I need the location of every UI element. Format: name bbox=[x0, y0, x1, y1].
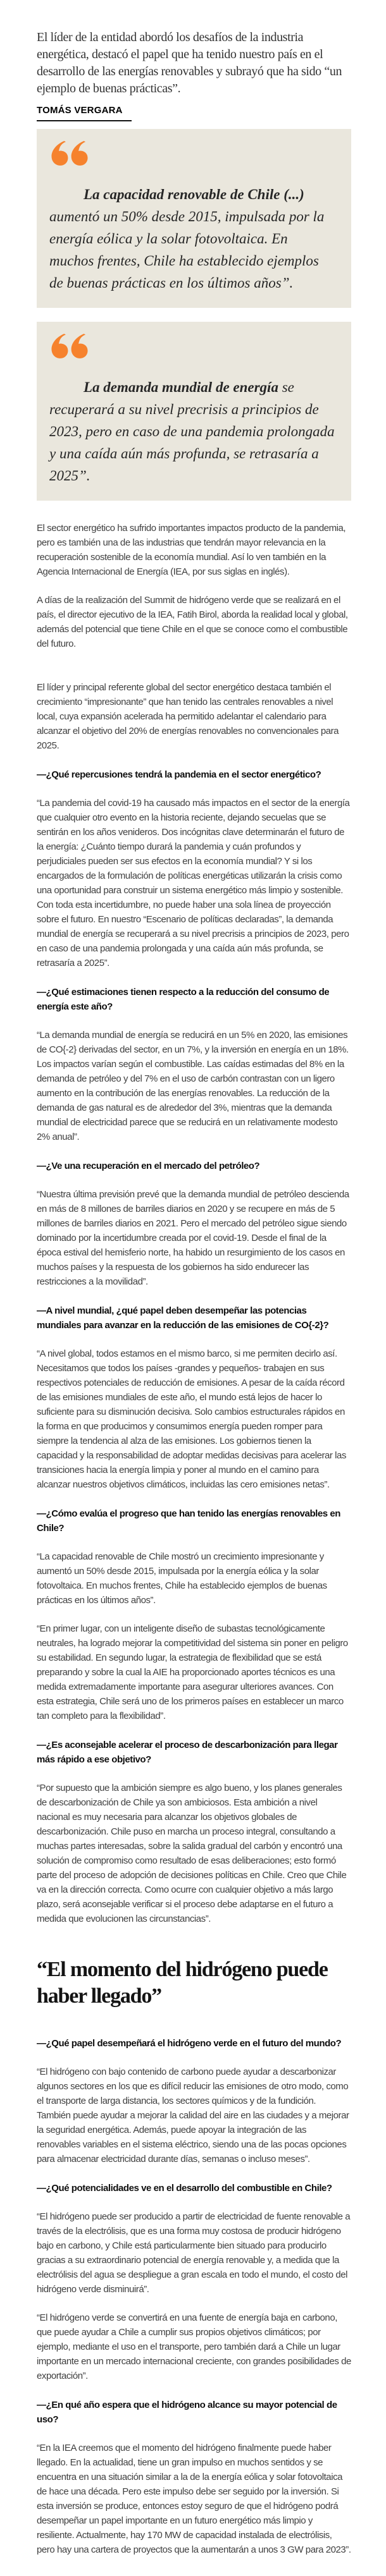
article-paragraph: A días de la realización del Summit de hidrógeno verde que se realizará en el país, el director ejecutivo de la IEA, Fatih Birol, aborda la realidad local y global, además del potencial que tiene Chile en el que se conoce como el combustible del futuro. bbox=[37, 595, 348, 649]
article-paragraph: “En primer lugar, con un inteligente diseño de subastas tecnológicamente neutrales, ha logrado mejorar la competitividad del sistema sin poner en peligro su estabilidad. En segundo lugar, la estrategia de flexibilidad que se está preparando y sobre la cual la AIE ha proporcionado aportes técnicos es una medida extremadamente importante para asegurar ulteriores avances. Con esta estrategia, Chile será uno de los primeros países en establecer un marco tan completo para la flexibilidad”. bbox=[37, 1623, 348, 1721]
pullquote-2 bbox=[37, 322, 351, 501]
quote-icon bbox=[49, 332, 90, 360]
pullquote-rest: se recuperará a su nivel precrisis a principios de 2023, pero en caso de una pandemia prolongada y una caída aún más profunda, se retrasaría a 2025”. bbox=[49, 379, 335, 484]
interview-question: —¿Cómo evalúa el progreso que han tenido las energías renovables en Chile? bbox=[37, 1508, 340, 1534]
article-paragraph: “La capacidad renovable de Chile mostró un crecimiento impresionante y aumentó un 50% desde 2015, impulsada por la energía eólica y la solar fotovoltaica. En muchos frentes, Chile ha establecido ejemplos de buenas prácticas en los últimos años”. bbox=[37, 1551, 327, 1606]
author-byline[interactable]: TOMÁS VERGARA bbox=[37, 105, 132, 121]
pullquote-lead: La demanda mundial de energía bbox=[84, 379, 278, 395]
interview-question: —A nivel mundial, ¿qué papel deben desempeñar las potencias mundiales para avanzar en la reducción de las emisiones de CO{-2}? bbox=[37, 1305, 329, 1331]
section-heading: “El momento del hidrógeno puede haber llegado” bbox=[37, 1958, 328, 2008]
pullquote-text bbox=[49, 183, 335, 294]
quote-icon bbox=[49, 139, 90, 167]
pullquote-1 bbox=[37, 129, 351, 308]
interview-question: —¿Es aconsejable acelerar el proceso de descarbonización para llegar más rápido a ese objetivo? bbox=[37, 1740, 338, 1765]
interview-question: —¿Ve una recuperación en el mercado del petróleo? bbox=[37, 1161, 260, 1171]
article-paragraph: “A nivel global, todos estamos en el mismo barco, si me permiten decirlo así. Necesitamos que todos los países -grandes y pequeños- trabajen en sus respectivos potenciales de reducción de emisiones. A pesar de la caída récord de las emisiones mundiales de este año, el mundo está lejos de hacer lo suficiente para su disminución decisiva. Solo cambios estructurales rápidos en la forma en que producimos y consumimos energía pueden romper para siempre la tendencia al alza de las emisiones. Los gobiernos tienen la capacidad y la responsabilidad de adoptar medidas decisivas para acelerar las transiciones hacia la energía limpia y poner al mundo en el camino para alcanzar nuestros objetivos climáticos, incluidas las cero emisiones netas”. bbox=[37, 1348, 346, 1490]
article-paragraph: “Nuestra última previsión prevé que la demanda mundial de petróleo descienda en más de 8 millones de barriles diarios en 2020 y se recupere en más de 5 millones de barriles diarios en 2021. Pero el mercado del petróleo sigue siendo dominado por la incertidumbre creada por el covid-19. Desde el final de la época estival del hemisferio norte, ha habido un resurgimiento de los casos en muchos países y la respuesta de los gobiernos ha sido endurecer las restricciones a la movilidad”. bbox=[37, 1189, 349, 1287]
article-paragraph: “Por supuesto que la ambición siempre es algo bueno, y los planes generales de descarbonización de Chile ya son ambiciosos. Esta ambición a nivel nacional es muy necesaria para alcanzar los objetivos globales de descarbonización. Chile puso en marcha un proceso integral, consultando a muchas partes interesadas, sobre la salida gradual del carbón y encontró una solución de compromiso como resultado de esas deliberaciones; esto formó parte del proceso de adopción de decisiones políticas en Chile. Creo que Chile va en la dirección correcta. Como ocurre con cualquier objetivo a más largo plazo, será aconsejable verificar si el proceso debe adaptarse en el futuro a medida que evolucionen las circunstancias”. bbox=[37, 1783, 347, 1924]
article-lede: El líder de la entidad abordó los desafíos de la industria energética, destacó el papel que ha tenido nuestro país en el desarrollo de las energías renovables y subrayó que ha sido “un ejemplo de buenas prácticas”. bbox=[37, 30, 342, 95]
article-paragraph: “El hidrógeno con bajo contenido de carbono puede ayudar a descarbonizar algunos sectores en los que es difícil reducir las emisiones de otro modo, como el transporte de larga distancia, los sectores químicos y de la fundición. También puede ayudar a mejorar la calidad del aire en las ciudades y a mejorar la seguridad energética. Además, puede apoyar la integración de las renovables variables en el sistema eléctrico, siendo una de las pocas opciones para almacenar electricidad durante días, semanas o incluso meses”. bbox=[37, 2066, 349, 2164]
article-paragraph: El sector energético ha sufrido importantes impactos producto de la pandemia, pero es también una de las industrias que tendrán mayor relevancia en la recuperación sostenible de la economía mundial. Así lo ven también en la Agencia Internacional de Energía (IEA, por sus siglas en inglés). bbox=[37, 523, 346, 577]
article-paragraph: “El hidrógeno puede ser producido a partir de electricidad de fuente renovable a través de la electrólisis, que es una forma muy costosa de producir hidrógeno bajo en carbono, y Chile está particularmente bien situado para producirlo gracias a su extraordinario potencial de energía renovable y, a medida que la electrólisis del agua se despliegue a gran escala en todo el mundo, el costo del hidrógeno verde disminuirá”. bbox=[37, 2211, 351, 2295]
interview-question: —¿Qué estimaciones tienen respecto a la reducción del consumo de energía este año? bbox=[37, 987, 330, 1012]
article-paragraph: El líder y principal referente global del sector energético destaca también el crecimiento “impresionante” que han tenido las centrales renovables a nivel local, cuya expansión acelerada ha permitido adelantar el calendario para alcanzar el objetivo del 20% de energías renovables no convencionales para 2025. bbox=[37, 682, 339, 751]
interview-question: —¿Qué papel desempeñará el hidrógeno verde en el futuro del mundo? bbox=[37, 2038, 342, 2049]
pullquote-text bbox=[49, 376, 335, 487]
article-page bbox=[37, 0, 351, 2576]
interview-question: —¿En qué año espera que el hidrógeno alcance su mayor potencial de uso? bbox=[37, 2400, 337, 2425]
article-paragraph: “La demanda mundial de energía se reducirá en un 5% en 2020, las emisiones de CO{-2} derivadas del sector, en un 7%, y la inversión en energía en un 18%. Los impactos varían según el combustible. Las caídas estimadas del 8% en la demanda de petróleo y del 7% en el uso de carbón contrastan con un ligero aumento en la contribución de las energías renovables. La reducción de la demanda de gas natural es de alrededor del 3%, mientras que la demanda mundial de electricidad parece que se reducirá en un relativamente modesto 2% anual”. bbox=[37, 1030, 349, 1142]
byline-row bbox=[37, 105, 351, 121]
article-paragraph: “El hidrógeno verde se convertirá en una fuente de energía baja en carbono, que puede ayudar a Chile a cumplir sus propios objetivos climáticos; por ejemplo, mediante el uso en el transporte, pero también dará a Chile un lugar importante en un mercado internacional creciente, con grandes posibilidades de exportación”. bbox=[37, 2312, 351, 2381]
article-paragraph: “La pandemia del covid-19 ha causado más impactos en el sector de la energía que cualquier otro evento en la historia reciente, dejando secuelas que se sentirán en los años venideros. Dos incógnitas clave determinarán el futuro de la energía: ¿Cuánto tiempo durará la pandemia y cuán profundos y perjudiciales pueden ser sus efectos en la economía mundial? Y si los encargados de la formulación de políticas energéticas utilizarán la crisis como una oportunidad para construir un sistema energético más limpio y sostenible. Con toda esta incertidumbre, no puede haber una sola línea de proyección sobre el futuro. En nuestro “Escenario de políticas declaradas”, la demanda mundial de energía se recuperará a su nivel precrisis a principios de 2023, pero en caso de una pandemia prolongada y una caída aún más profunda, se retrasaría a 2025”. bbox=[37, 798, 350, 968]
pullquote-lead: La capacidad renovable de Chile (...) bbox=[84, 186, 304, 202]
article-paragraph: “En la IEA creemos que el momento del hidrógeno finalmente puede haber llegado. En la actualidad, tiene un gran impulso en muchos sentidos y se encuentra en una situación similar a la de la energía eólica y solar fotovoltaica de hace una década. Pero este impulso debe ser seguido por la inversión. Si esta inversión se produce, entonces estoy seguro de que el hidrógeno podrá desempeñar un papel importante en un futuro energético más limpio y resiliente. Actualmente, hay 170 MW de capacidad instalada de electrólisis, pero hay una cartera de proyectos que la aumentarán a unos 3 GW para 2023”. bbox=[37, 2443, 351, 2555]
pullquote-rest: aumentó un 50% desde 2015, impulsada por la energía eólica y la solar fotovoltaica. En muchos frentes, Chile ha establecido ejemplos de buenas prácticas en los últimos años”. bbox=[49, 209, 325, 291]
interview-question: —¿Qué repercusiones tendrá la pandemia en el sector energético? bbox=[37, 769, 321, 780]
interview-question: —¿Qué potencialidades ve en el desarrollo del combustible en Chile? bbox=[37, 2183, 332, 2194]
